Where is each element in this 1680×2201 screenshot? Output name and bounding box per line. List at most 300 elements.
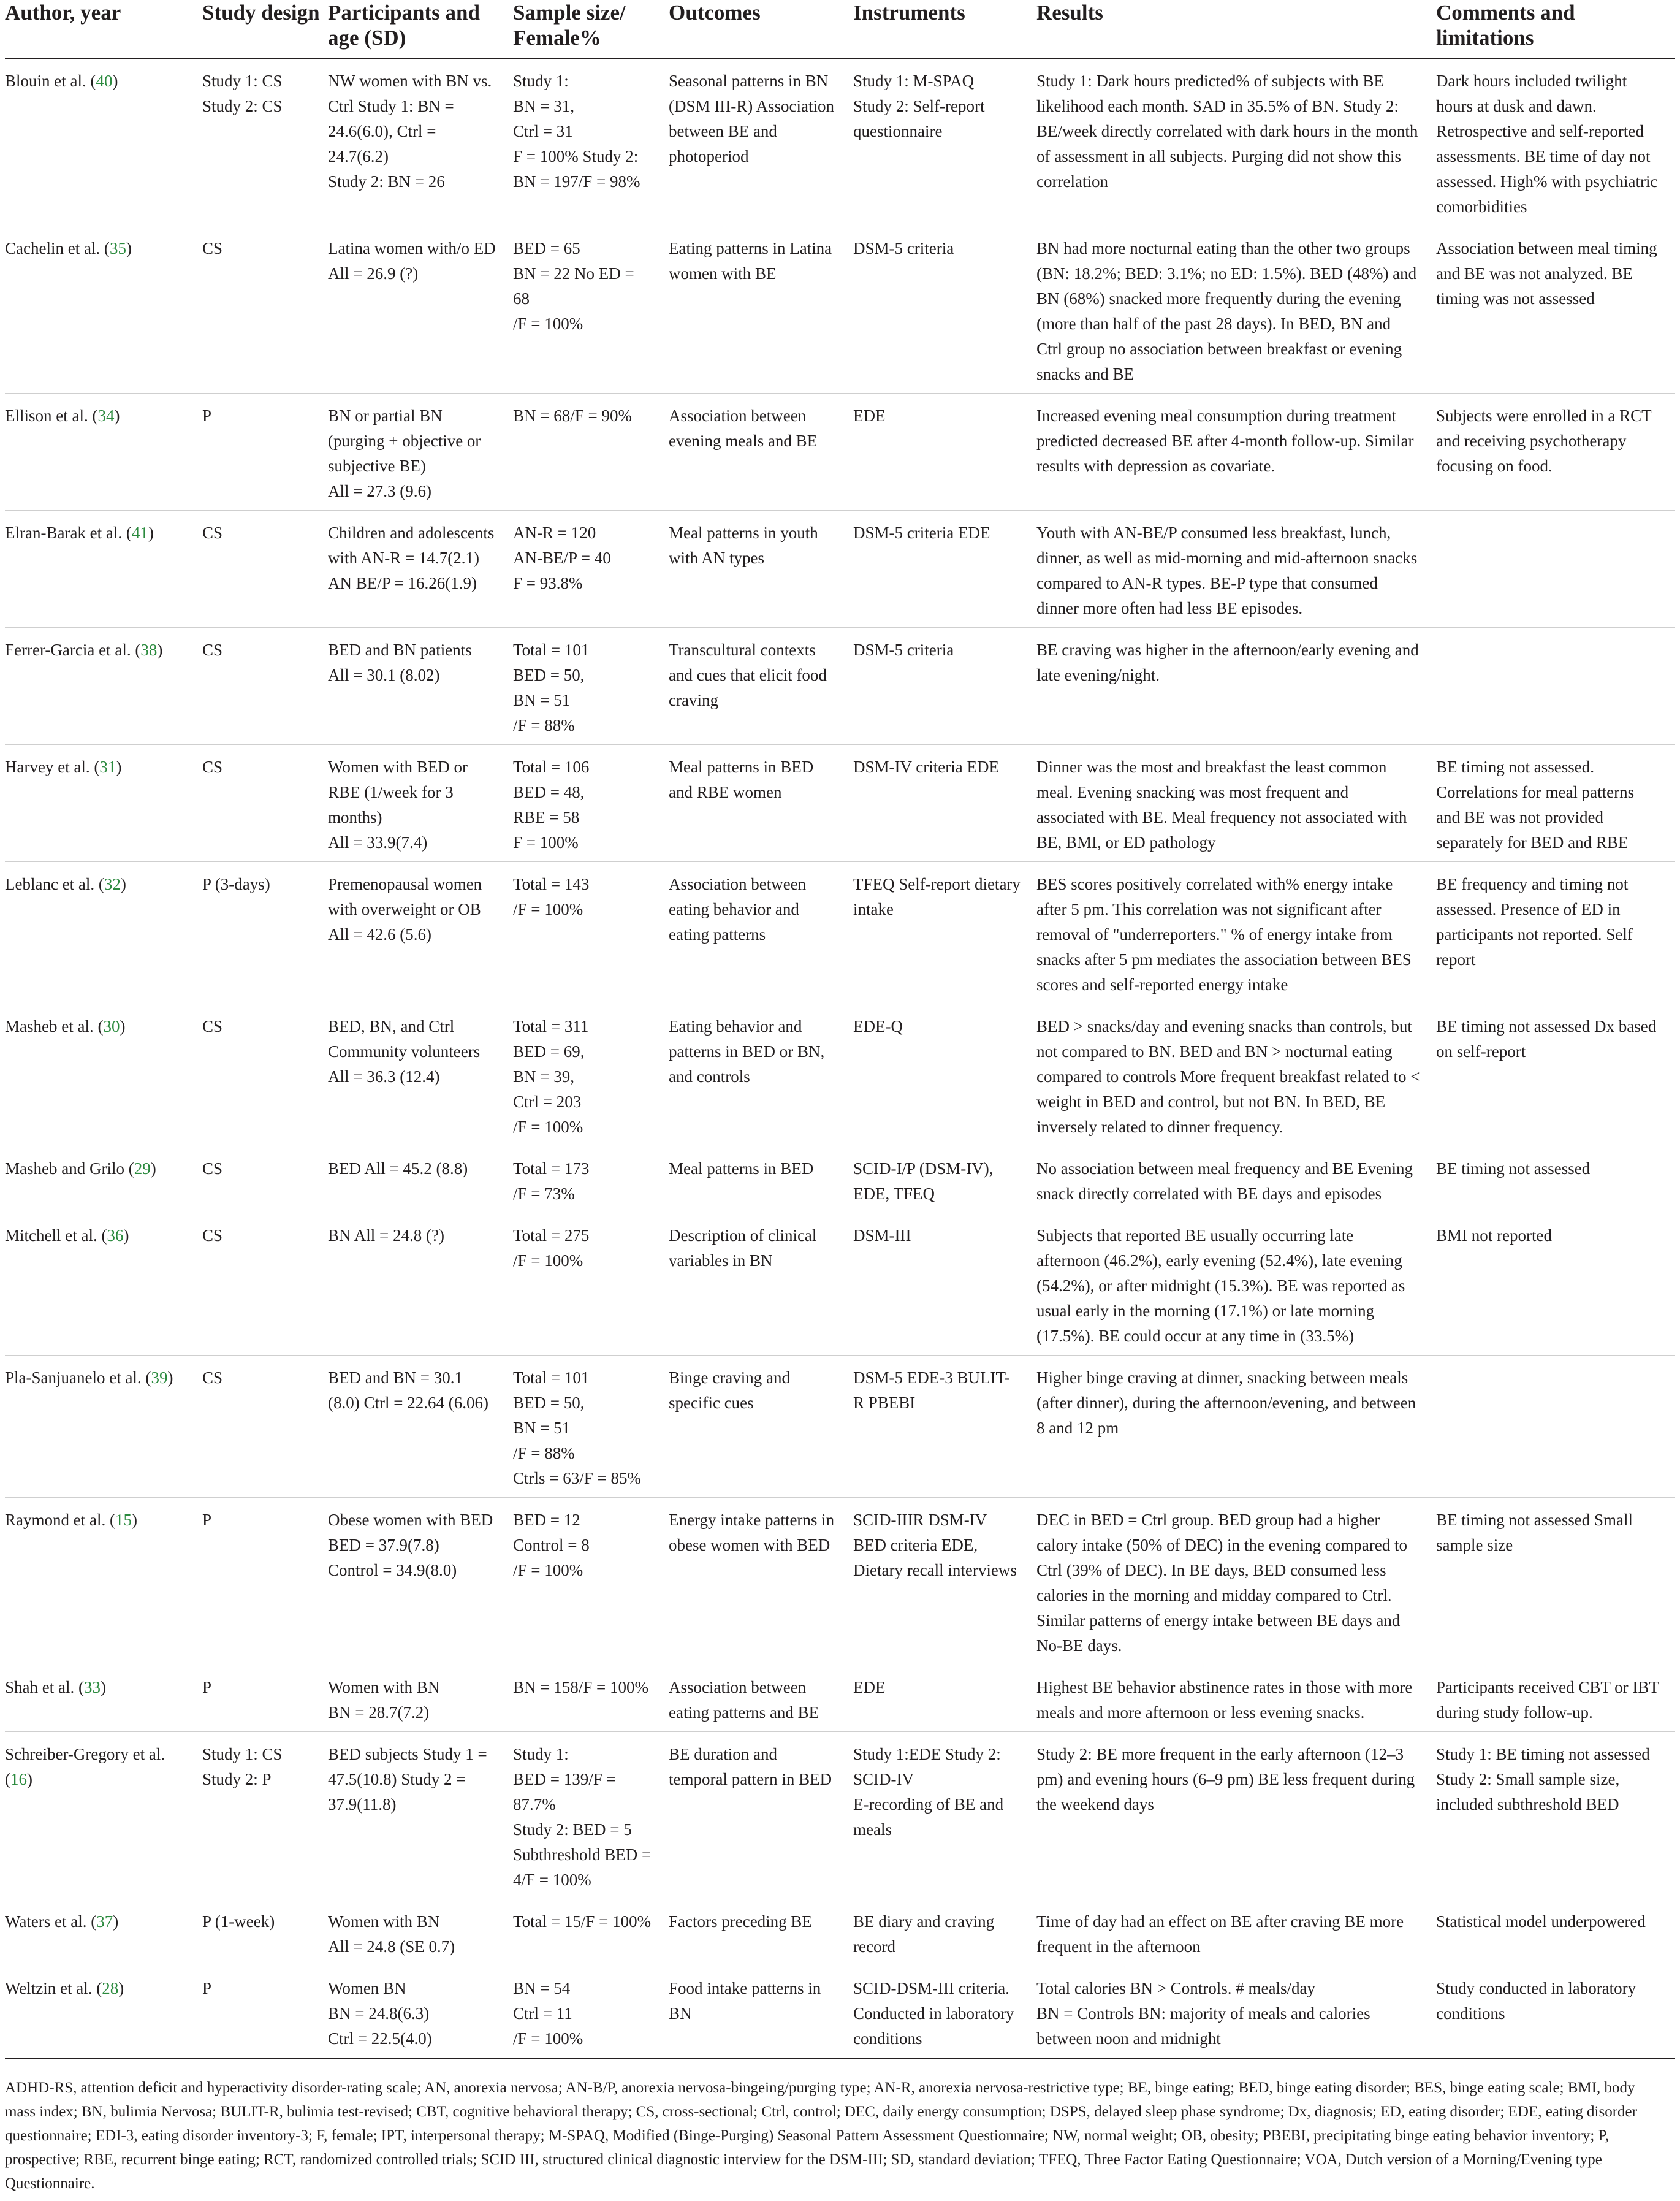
results-text: Study 2: BE more frequent in the early afternoon (12–3 pm) and evening hours (6–9 pm) BE less frequent during the weekend days: [1036, 1745, 1415, 1814]
results-text: BED > snacks/day and evening snacks than controls, but not compared to BN. BED and BN > nocturnal eating compared to controls More frequent breakfast related to < weight in BED and control, but not BN. In BED, BE inversely related to dinner frequency.: [1036, 1017, 1420, 1136]
cell-design: [202, 1356, 328, 1498]
cell-comments: [1436, 226, 1675, 394]
table-body: [5, 58, 1675, 2058]
participants-text: Premenopausal women with overweight or OB All = 42.6 (5.6): [328, 875, 482, 944]
reference-link[interactable]: 32: [104, 875, 121, 893]
participants-text: Women with BN BN = 28.7(7.2): [328, 1678, 440, 1722]
cell-participants: [328, 1899, 513, 1966]
design-text: CS: [202, 1226, 223, 1245]
instruments-text: Study 1: M-SPAQ Study 2: Self-report questionnaire: [853, 72, 985, 140]
cell-results: [1036, 1966, 1436, 2059]
reference-link[interactable]: 31: [99, 758, 116, 776]
participants-text: BED and BN = 30.1 (8.0) Ctrl = 22.64 (6.06): [328, 1368, 488, 1412]
cell-instruments: [853, 862, 1036, 1004]
cell-participants: [328, 628, 513, 745]
table-row: [5, 226, 1675, 394]
cell-results: [1036, 1665, 1436, 1732]
cell-results: [1036, 394, 1436, 511]
design-text: CS: [202, 239, 223, 257]
reference-close-paren: ): [150, 1159, 156, 1178]
sample-text: Total = 15/F = 100%: [513, 1912, 652, 1931]
cell-author: [5, 1213, 202, 1356]
reference-close-paren: ): [27, 1770, 32, 1788]
cell-outcomes: [669, 1899, 853, 1966]
cell-instruments: [853, 226, 1036, 394]
sample-text: BN = 68/F = 90%: [513, 406, 632, 425]
comments-text: Subjects were enrolled in a RCT and receiving psychotherapy focusing on food.: [1436, 406, 1652, 475]
participants-text: NW women with BN vs. Ctrl Study 1: BN = 24.6(6.0), Ctrl = 24.7(6.2) Study 2: BN = 26: [328, 72, 492, 191]
cell-design: [202, 1899, 328, 1966]
results-text: DEC in BED = Ctrl group. BED group had a higher calory intake (50% of DEC) in the evening compared to Ctrl (39% of DEC). In BE days, BED consumed less calories in the morning and midday compared to Ctrl. Similar patterns of energy intake between BE days and No-BE days.: [1036, 1511, 1408, 1655]
cell-results: [1036, 58, 1436, 226]
author-name: Masheb et al. (: [5, 1017, 104, 1036]
table-row: [5, 1356, 1675, 1498]
instruments-text: SCID-I/P (DSM-IV), EDE, TFEQ: [853, 1159, 994, 1203]
cell-results: [1036, 1213, 1436, 1356]
outcomes-text: Association between evening meals and BE: [669, 406, 818, 450]
cell-results: [1036, 1732, 1436, 1899]
sample-text: BED = 65 BN = 22 No ED = 68 /F = 100%: [513, 239, 634, 333]
cell-participants: [328, 511, 513, 628]
table-row: [5, 1146, 1675, 1213]
participants-text: Obese women with BED BED = 37.9(7.8) Control = 34.9(8.0): [328, 1511, 493, 1579]
cell-participants: [328, 1146, 513, 1213]
results-text: BN had more nocturnal eating than the other two groups (BN: 18.2%; BED: 3.1%; no ED: 1.5%). BED (48%) and BN (68%) snacked more frequently during the evening (more than half of the past 28 days). In BED, BN and Ctrl group no association between breakfast or evening snacks and BE: [1036, 239, 1417, 383]
table-row: [5, 1004, 1675, 1146]
cell-sample: [513, 745, 669, 862]
author-citation: [5, 521, 202, 546]
reference-close-paren: ): [120, 1017, 126, 1036]
outcomes-text: Association between eating patterns and BE: [669, 1678, 819, 1722]
reference-link[interactable]: 37: [96, 1912, 113, 1931]
comments-text: Association between meal timing and BE was not analyzed. BE timing was not assessed: [1436, 239, 1657, 308]
author-name: Shah et al. (: [5, 1678, 84, 1696]
cell-instruments: [853, 394, 1036, 511]
outcomes-text: Meal patterns in BED and RBE women: [669, 758, 814, 801]
author-name: Cachelin et al. (: [5, 239, 110, 257]
sample-text: Total = 173 /F = 73%: [513, 1159, 590, 1203]
outcomes-text: Seasonal patterns in BN (DSM III-R) Association between BE and photoperiod: [669, 72, 834, 166]
cell-comments: [1436, 58, 1675, 226]
cell-results: [1036, 511, 1436, 628]
cell-outcomes: [669, 1356, 853, 1498]
cell-author: [5, 1899, 202, 1966]
cell-outcomes: [669, 511, 853, 628]
cell-comments: [1436, 1356, 1675, 1498]
instruments-text: BE diary and craving record: [853, 1912, 995, 1956]
participants-text: Women BN BN = 24.8(6.3) Ctrl = 22.5(4.0): [328, 1979, 432, 2048]
cell-design: [202, 628, 328, 745]
participants-text: Women with BN All = 24.8 (SE 0.7): [328, 1912, 455, 1956]
header-outcomes: Outcomes: [669, 0, 853, 58]
reference-close-paren: ): [167, 1368, 173, 1387]
cell-results: [1036, 1356, 1436, 1498]
cell-outcomes: [669, 1004, 853, 1146]
cell-participants: [328, 862, 513, 1004]
author-name: Waters et al. (: [5, 1912, 97, 1931]
table-row: [5, 1665, 1675, 1732]
studies-table: [5, 0, 1675, 2059]
instruments-text: DSM-5 EDE-3 BULIT-R PBEBI: [853, 1368, 1010, 1412]
author-citation: [5, 1014, 202, 1039]
design-text: CS: [202, 1159, 223, 1178]
cell-instruments: [853, 628, 1036, 745]
cell-design: [202, 1665, 328, 1732]
participants-text: Latina women with/o ED All = 26.9 (?): [328, 239, 496, 283]
reference-close-paren: ): [157, 641, 163, 659]
reference-link[interactable]: 39: [151, 1368, 168, 1387]
cell-participants: [328, 226, 513, 394]
cell-participants: [328, 1004, 513, 1146]
reference-close-paren: ): [114, 406, 120, 425]
table-row: [5, 745, 1675, 862]
cell-instruments: [853, 58, 1036, 226]
cell-instruments: [853, 1004, 1036, 1146]
cell-outcomes: [669, 1665, 853, 1732]
cell-author: [5, 1004, 202, 1146]
sample-text: AN-R = 120 AN-BE/P = 40 F = 93.8%: [513, 524, 611, 592]
cell-author: [5, 1966, 202, 2059]
author-citation: [5, 69, 202, 94]
cell-sample: [513, 511, 669, 628]
sample-text: BN = 158/F = 100%: [513, 1678, 648, 1696]
cell-author: [5, 1665, 202, 1732]
cell-design: [202, 394, 328, 511]
sample-text: Total = 143 /F = 100%: [513, 875, 590, 918]
cell-author: [5, 58, 202, 226]
instruments-text: SCID-DSM-III criteria. Conducted in laboratory conditions: [853, 1979, 1014, 2048]
reference-link[interactable]: 35: [109, 239, 126, 257]
cell-results: [1036, 226, 1436, 394]
header-instruments: Instruments: [853, 0, 1036, 58]
instruments-text: DSM-5 criteria: [853, 641, 954, 659]
design-text: Study 1: CS Study 2: CS: [202, 72, 283, 115]
outcomes-text: BE duration and temporal pattern in BED: [669, 1745, 832, 1788]
reference-link[interactable]: 30: [103, 1017, 120, 1036]
outcomes-text: Food intake patterns in BN: [669, 1979, 821, 2023]
reference-link[interactable]: 40: [96, 72, 113, 90]
participants-text: Children and adolescents with AN-R = 14.7(2.1) AN BE/P = 16.26(1.9): [328, 524, 495, 592]
outcomes-text: Association between eating behavior and eating patterns: [669, 875, 807, 944]
outcomes-text: Factors preceding BE: [669, 1912, 812, 1931]
reference-link[interactable]: 41: [131, 524, 148, 542]
participants-text: BN or partial BN (purging + objective or subjective BE) All = 27.3 (9.6): [328, 406, 481, 500]
comments-text: BE timing not assessed Dx based on self-report: [1436, 1017, 1657, 1061]
instruments-text: EDE: [853, 1678, 886, 1696]
cell-author: [5, 226, 202, 394]
table-row: [5, 1213, 1675, 1356]
cell-comments: [1436, 1146, 1675, 1213]
table-row: [5, 58, 1675, 226]
comments-text: Statistical model underpowered: [1436, 1912, 1646, 1931]
cell-sample: [513, 1498, 669, 1665]
results-text: Youth with AN-BE/P consumed less breakfast, lunch, dinner, as well as mid-morning and mid-afternoon snacks compared to AN-R types. BE-P type that consumed dinner more often had less BE episodes.: [1036, 524, 1418, 617]
cell-sample: [513, 394, 669, 511]
cell-design: [202, 745, 328, 862]
cell-instruments: [853, 1966, 1036, 2059]
cell-outcomes: [669, 394, 853, 511]
cell-sample: [513, 1004, 669, 1146]
cell-author: [5, 394, 202, 511]
reference-close-paren: ): [131, 1511, 137, 1529]
author-name: Weltzin et al. (: [5, 1979, 102, 1997]
cell-results: [1036, 862, 1436, 1004]
cell-sample: [513, 1966, 669, 2059]
cell-comments: [1436, 1899, 1675, 1966]
instruments-text: SCID-IIIR DSM-IV BED criteria EDE, Dietary recall interviews: [853, 1511, 1017, 1579]
outcomes-text: Eating behavior and patterns in BED or BN, and controls: [669, 1017, 825, 1086]
instruments-text: EDE: [853, 406, 886, 425]
participants-text: BED subjects Study 1 = 47.5(10.8) Study 2 = 37.9(11.8): [328, 1745, 487, 1814]
cell-participants: [328, 1665, 513, 1732]
sample-text: Total = 311 BED = 69, BN = 39, Ctrl = 203 /F = 100%: [513, 1017, 589, 1136]
outcomes-text: Description of clinical variables in BN: [669, 1226, 817, 1270]
author-citation: [5, 1675, 202, 1700]
cell-outcomes: [669, 1732, 853, 1899]
instruments-text: TFEQ Self-report dietary intake: [853, 875, 1021, 918]
author-citation: [5, 638, 202, 663]
cell-results: [1036, 1899, 1436, 1966]
header-design: Study design: [202, 0, 328, 58]
cell-outcomes: [669, 1146, 853, 1213]
comments-text: BE timing not assessed. Correlations for meal patterns and BE was not provided separately for BED and RBE: [1436, 758, 1635, 852]
author-name: Harvey et al. (: [5, 758, 100, 776]
cell-results: [1036, 1004, 1436, 1146]
cell-outcomes: [669, 1213, 853, 1356]
cell-outcomes: [669, 1498, 853, 1665]
header-results: Results: [1036, 0, 1436, 58]
comments-text: BMI not reported: [1436, 1226, 1552, 1245]
reference-link[interactable]: 34: [97, 406, 115, 425]
participants-text: BN All = 24.8 (?): [328, 1226, 444, 1245]
cell-comments: [1436, 1213, 1675, 1356]
design-text: P: [202, 1511, 212, 1529]
cell-design: [202, 1146, 328, 1213]
design-text: P: [202, 406, 212, 425]
instruments-text: Study 1:EDE Study 2: SCID-IV E-recording of BE and meals: [853, 1745, 1004, 1839]
design-text: CS: [202, 1017, 223, 1036]
design-text: CS: [202, 641, 223, 659]
cell-results: [1036, 745, 1436, 862]
reference-close-paren: ): [113, 1912, 119, 1931]
table-row: [5, 511, 1675, 628]
table-footnote: ADHD-RS, attention deficit and hyperactivity disorder-rating scale; AN, anorexia nervosa; AN-B/P, anorexia nervosa-bingeing/purging type; AN-R, anorexia nervosa-restrictive type; BE, binge eating; BED, binge eating disorder; BES, binge eating scale; BMI, body mass index; BN, bulimia Nervosa; BULIT-R, bulimia test-revised; CBT, cognitive behavioral therapy; CS, cross-sectional; Ctrl, control; DEC, daily energy consumption; DSPS, delayed sleep phase syndrome; Dx, diagnosis; ED, eating disorder; EDE, eating disorder questionnaire; EDI-3, eating disorder inventory-3; F, female; IPT, interpersonal therapy; M-SPAQ, Modified (Binge-Purging) Seasonal Pattern Assessment Questionnaire; NW, normal weight; OB, obesity; PBEBI, precipitating binge eating behavior inventory; P, prospective; RBE, recurrent binge eating; RCT, randomized controlled trials; SCID III, structured clinical diagnostic interview for the DSM-III; SD, standard deviation; TFEQ, Three Factor Eating Questionnaire; VOA, Dutch version of a Morning/Evening type Questionnaire.: [5, 2080, 1637, 2192]
reference-link[interactable]: 29: [134, 1159, 151, 1178]
design-text: P: [202, 1678, 212, 1696]
cell-design: [202, 1966, 328, 2059]
reference-link[interactable]: 15: [115, 1511, 132, 1529]
cell-instruments: [853, 1213, 1036, 1356]
cell-author: [5, 745, 202, 862]
sample-text: Total = 106 BED = 48, RBE = 58 F = 100%: [513, 758, 590, 852]
header-comments: Comments and limitations: [1436, 0, 1675, 58]
reference-close-paren: ): [116, 758, 122, 776]
cell-comments: [1436, 628, 1675, 745]
cell-participants: [328, 745, 513, 862]
outcomes-text: Transcultural contexts and cues that elicit food craving: [669, 641, 827, 709]
cell-outcomes: [669, 226, 853, 394]
sample-text: Study 1: BED = 139/F = 87.7% Study 2: BED = 5 Subthreshold BED = 4/F = 100%: [513, 1745, 652, 1889]
cell-participants: [328, 1732, 513, 1899]
author-citation: [5, 1976, 202, 2001]
comments-text: Study 1: BE timing not assessed Study 2: Small sample size, included subthreshold BED: [1436, 1745, 1650, 1814]
reference-link[interactable]: 33: [83, 1678, 101, 1696]
participants-text: BED, BN, and Ctrl Community volunteers All = 36.3 (12.4): [328, 1017, 481, 1086]
cell-participants: [328, 394, 513, 511]
author-citation: [5, 1909, 202, 1934]
cell-sample: [513, 1732, 669, 1899]
header-author: Author, year: [5, 0, 202, 58]
design-text: Study 1: CS Study 2: P: [202, 1745, 283, 1788]
sample-text: Total = 275 /F = 100%: [513, 1226, 590, 1270]
author-citation: [5, 403, 202, 429]
reference-close-paren: ): [118, 1979, 124, 1997]
cell-instruments: [853, 1498, 1036, 1665]
author-citation: [5, 1223, 202, 1248]
results-text: Study 1: Dark hours predicted% of subjects with BE likelihood each month. SAD in 35.5% of BN. Study 2: BE/week directly correlated with dark hours in the month of assessment in all subjects. Purging did not show this correlation: [1036, 72, 1418, 191]
results-text: Total calories BN > Controls. # meals/day BN = Controls BN: majority of meals and calories between noon and midnight: [1036, 1979, 1370, 2048]
author-citation: [5, 1508, 202, 1533]
reference-close-paren: ): [120, 875, 126, 893]
cell-design: [202, 1213, 328, 1356]
reference-close-paren: ): [100, 1678, 106, 1696]
cell-sample: [513, 58, 669, 226]
cell-author: [5, 511, 202, 628]
sample-text: Total = 101 BED = 50, BN = 51 /F = 88%: [513, 641, 590, 734]
cell-instruments: [853, 1899, 1036, 1966]
results-text: Highest BE behavior abstinence rates in those with more meals and more afternoon or less evening snacks.: [1036, 1678, 1413, 1722]
cell-sample: [513, 628, 669, 745]
table-row: [5, 1966, 1675, 2059]
cell-results: [1036, 628, 1436, 745]
results-text: Higher binge craving at dinner, snacking between meals (after dinner), during the afternoon/evening, and between 8 and 12 pm: [1036, 1368, 1416, 1437]
cell-sample: [513, 1665, 669, 1732]
table-header: [5, 0, 1675, 58]
results-text: BE craving was higher in the afternoon/early evening and late evening/night.: [1036, 641, 1419, 684]
author-name: Leblanc et al. (: [5, 875, 104, 893]
table-row: [5, 1732, 1675, 1899]
cell-sample: [513, 1356, 669, 1498]
participants-text: BED All = 45.2 (8.8): [328, 1159, 468, 1178]
comments-text: Participants received CBT or IBT during study follow-up.: [1436, 1678, 1659, 1722]
table-row: [5, 1899, 1675, 1966]
cell-sample: [513, 1899, 669, 1966]
cell-design: [202, 1498, 328, 1665]
reference-link[interactable]: 28: [102, 1979, 119, 1997]
cell-sample: [513, 862, 669, 1004]
reference-link[interactable]: 38: [140, 641, 158, 659]
cell-author: [5, 1356, 202, 1498]
author-name: Elran-Barak et al. (: [5, 524, 132, 542]
design-text: CS: [202, 524, 223, 542]
cell-design: [202, 511, 328, 628]
cell-comments: [1436, 862, 1675, 1004]
comments-text: BE frequency and timing not assessed. Presence of ED in participants not reported. Self report: [1436, 875, 1633, 969]
header-participants: Participants and age (SD): [328, 0, 513, 58]
cell-results: [1036, 1146, 1436, 1213]
results-text: BES scores positively correlated with% energy intake after 5 pm. This correlation was not significant after removal of "underreporters." % of energy intake from snacks after 5 pm mediates the association between BES scores and self-reported energy intake: [1036, 875, 1412, 994]
cell-design: [202, 862, 328, 1004]
design-text: P (3-days): [202, 875, 270, 893]
reference-link[interactable]: 16: [10, 1770, 27, 1788]
cell-sample: [513, 1213, 669, 1356]
outcomes-text: Eating patterns in Latina women with BE: [669, 239, 832, 283]
instruments-text: DSM-5 criteria: [853, 239, 954, 257]
author-citation: [5, 1365, 202, 1390]
results-text: Dinner was the most and breakfast the least common meal. Evening snacking was most frequent and associated with BE. Meal frequency not associated with BE, BMI, or ED pathology: [1036, 758, 1407, 852]
cell-outcomes: [669, 628, 853, 745]
cell-outcomes: [669, 862, 853, 1004]
cell-comments: [1436, 1966, 1675, 2059]
author-name: Ellison et al. (: [5, 406, 98, 425]
cell-author: [5, 1146, 202, 1213]
cell-author: [5, 628, 202, 745]
design-text: P (1-week): [202, 1912, 275, 1931]
comments-text: BE timing not assessed Small sample size: [1436, 1511, 1633, 1554]
design-text: CS: [202, 758, 223, 776]
instruments-text: DSM-5 criteria EDE: [853, 524, 990, 542]
cell-comments: [1436, 1732, 1675, 1899]
author-citation: [5, 755, 202, 780]
author-citation: [5, 872, 202, 897]
cell-instruments: [853, 1356, 1036, 1498]
reference-link[interactable]: 36: [107, 1226, 124, 1245]
cell-instruments: [853, 1665, 1036, 1732]
results-text: Subjects that reported BE usually occurring late afternoon (46.2%), early evening (52.4%), late evening (54.2%), or after midnight (15.3%). BE was reported as usual early in the morning (17.1%) or late morning (17.5%). BE could occur at any time in (33.5%): [1036, 1226, 1405, 1345]
cell-comments: [1436, 394, 1675, 511]
table-row: [5, 628, 1675, 745]
instruments-text: EDE-Q: [853, 1017, 903, 1036]
cell-sample: [513, 226, 669, 394]
cell-comments: [1436, 1665, 1675, 1732]
reference-close-paren: ): [148, 524, 154, 542]
header-sample: Sample size/ Female%: [513, 0, 669, 58]
author-name: Ferrer-Garcia et al. (: [5, 641, 141, 659]
outcomes-text: Binge craving and specific cues: [669, 1368, 790, 1412]
cell-results: [1036, 1498, 1436, 1665]
cell-design: [202, 58, 328, 226]
cell-author: [5, 1498, 202, 1665]
cell-instruments: [853, 1732, 1036, 1899]
results-text: No association between meal frequency and BE Evening snack directly correlated with BE days and episodes: [1036, 1159, 1413, 1203]
author-name: Mitchell et al. (: [5, 1226, 107, 1245]
cell-participants: [328, 1213, 513, 1356]
author-name: Schreiber-Gregory et al. (: [5, 1745, 165, 1788]
author-name: Pla-Sanjuanelo et al. (: [5, 1368, 151, 1387]
cell-comments: [1436, 1004, 1675, 1146]
comments-text: BE timing not assessed: [1436, 1159, 1591, 1178]
comments-text: Dark hours included twilight hours at dusk and dawn. Retrospective and self-reported assessments. BE time of day not assessed. High% with psychiatric comorbidities: [1436, 72, 1658, 216]
reference-close-paren: ): [123, 1226, 129, 1245]
cell-comments: [1436, 745, 1675, 862]
author-name: Masheb and Grilo (: [5, 1159, 134, 1178]
cell-comments: [1436, 511, 1675, 628]
header-row: [5, 0, 1675, 58]
comments-text: Study conducted in laboratory conditions: [1436, 1979, 1636, 2023]
table-row: [5, 862, 1675, 1004]
design-text: P: [202, 1979, 212, 1997]
cell-design: [202, 226, 328, 394]
reference-close-paren: ): [112, 72, 118, 90]
cell-design: [202, 1732, 328, 1899]
author-name: Raymond et al. (: [5, 1511, 115, 1529]
cell-participants: [328, 58, 513, 226]
cell-outcomes: [669, 1966, 853, 2059]
cell-instruments: [853, 1146, 1036, 1213]
author-citation: [5, 236, 202, 261]
cell-participants: [328, 1356, 513, 1498]
cell-design: [202, 1004, 328, 1146]
